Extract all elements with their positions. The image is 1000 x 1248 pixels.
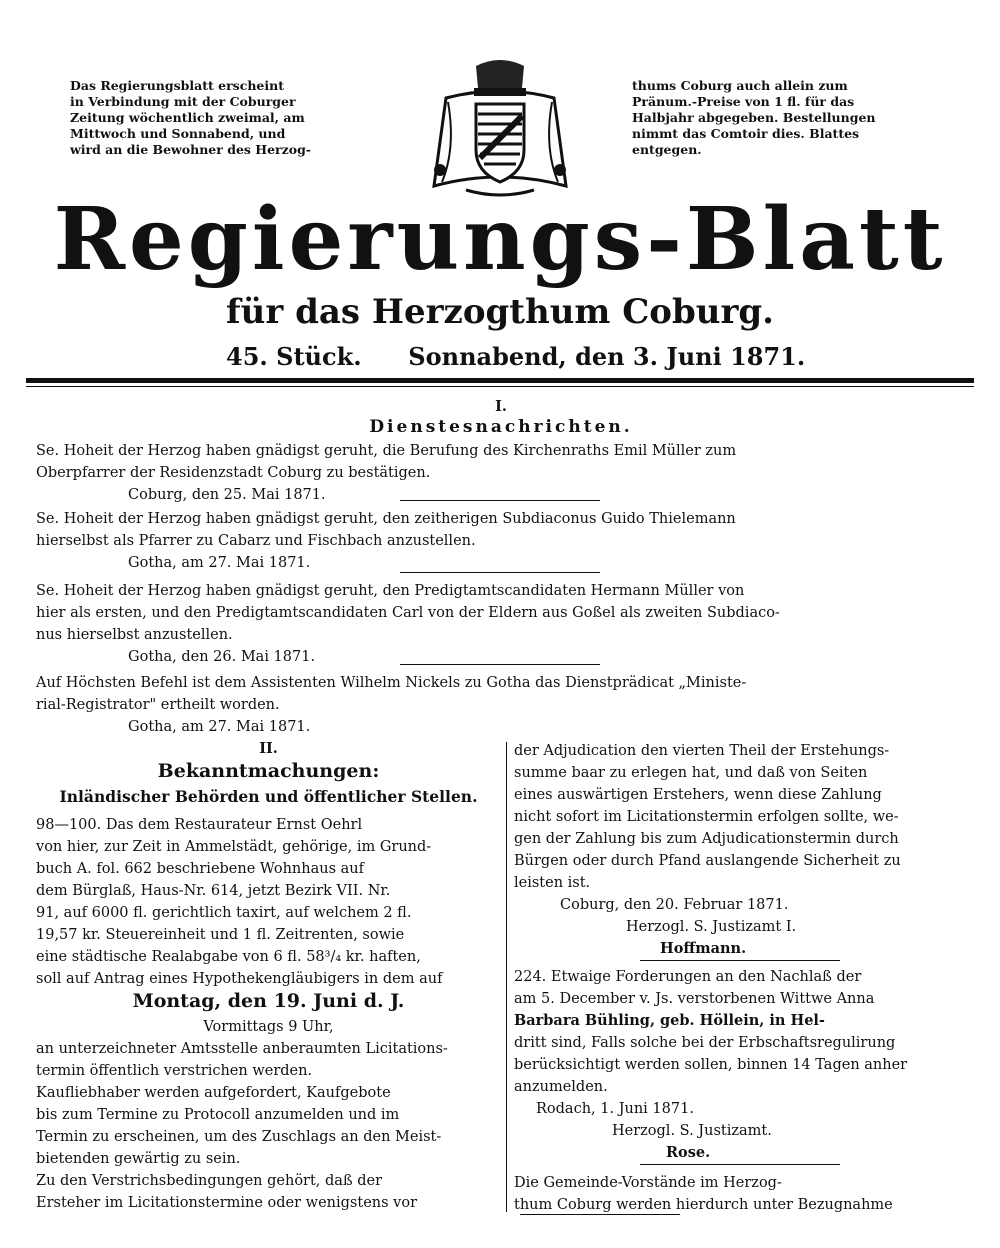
- notice-line: rial-Registrator" ertheilt worden.: [36, 697, 280, 713]
- notice-line: hier als ersten, und den Predigtamtscandidaten Carl von der Eldern aus Goßel als zweiten Subdiaco-: [36, 605, 780, 621]
- section-numeral: I.: [495, 398, 507, 415]
- auction-time: Vormittags 9 Uhr,: [203, 1019, 334, 1035]
- subscription-notice-left: [70, 78, 342, 158]
- notice-line: termin öffentlich verstrichen werden.: [36, 1063, 313, 1079]
- notice-line: berücksichtigt werden sollen, binnen 14 Tagen anher: [514, 1057, 908, 1073]
- notice-signer: Rose.: [666, 1144, 711, 1161]
- notice-line: Die Gemeinde-Vorstände im Herzog-: [514, 1175, 782, 1191]
- notice-line: bis zum Termine zu Protocoll anzumelden und im: [36, 1107, 400, 1123]
- notice-line: dritt sind, Falls solche bei der Erbschaftsregulirung: [514, 1035, 896, 1051]
- notice-line: entgegen.: [632, 142, 702, 157]
- notice-date: Coburg, den 25. Mai 1871.: [128, 487, 326, 503]
- section-heading: Dienstesnachrichten.: [369, 417, 633, 437]
- notice-line: Bürgen oder durch Pfand auslangende Sicherheit zu: [514, 853, 901, 869]
- auction-day: Montag, den 19. Juni d. J.: [132, 990, 405, 1012]
- notice-separator: [400, 572, 600, 573]
- notice-line: 98—100. Das dem Restaurateur Ernst Oehrl: [36, 817, 363, 833]
- notice-line: leisten ist.: [514, 875, 591, 891]
- notice-line: Se. Hoheit der Herzog haben gnädigst geruht, den zeitherigen Subdiaconus Guido Thielemann: [36, 511, 736, 527]
- notice-line: 19,57 kr. Steuereinheit und 1 fl. Zeitrenten, sowie: [36, 927, 405, 943]
- notice-line: eines auswärtigen Erstehers, wenn diese Zahlung: [514, 787, 882, 803]
- notice-line: anzumelden.: [514, 1079, 608, 1095]
- column-divider: [506, 742, 507, 1212]
- notice-line: der Adjudication den vierten Theil der Erstehungs-: [514, 743, 890, 759]
- notice-line: Oberpfarrer der Residenzstadt Coburg zu bestätigen.: [36, 465, 431, 481]
- notice-line: an unterzeichneter Amtsstelle anberaumten Licitations-: [36, 1041, 448, 1057]
- notice-line: thums Coburg auch allein zum: [632, 78, 848, 93]
- masthead-title: Regierungs-Blatt: [53, 189, 947, 290]
- notice-line: Pränum.-Preise von 1 fl. für das: [632, 94, 855, 109]
- notice-line: nicht sofort im Licitationstermin erfolgen sollte, we-: [514, 809, 899, 825]
- issue-number: 45. Stück.: [226, 342, 362, 371]
- notice-line: summe baar zu erlegen hat, und daß von Seiten: [514, 765, 868, 781]
- notice-line: hierselbst als Pfarrer zu Cabarz und Fischbach anzustellen.: [36, 533, 476, 549]
- notice-line: Barbara Bühling, geb. Höllein, in Hel-: [514, 1012, 825, 1029]
- notice-line: eine städtische Realabgabe von 6 fl. 58³/₄ kr. haften,: [36, 949, 421, 965]
- notice-line: 224. Etwaige Forderungen an den Nachlaß der: [514, 969, 862, 985]
- notice-date: Gotha, am 27. Mai 1871.: [128, 719, 311, 735]
- notice-separator: [640, 1164, 840, 1165]
- notice-office: Herzogl. S. Justizamt I.: [626, 919, 797, 935]
- notice-line: thum Coburg werden hierdurch unter Bezugnahme: [514, 1197, 893, 1213]
- bottom-rule: [520, 1214, 680, 1215]
- notice-line: am 5. December v. Js. verstorbenen Wittwe Anna: [514, 991, 875, 1007]
- issue-date: Sonnabend, den 3. Juni 1871.: [408, 342, 806, 371]
- notice-line: Termin zu erscheinen, um des Zuschlags an den Meist-: [36, 1129, 442, 1145]
- notice-line: Se. Hoheit der Herzog haben gnädigst geruht, die Berufung des Kirchenraths Emil Müller zum: [36, 443, 737, 459]
- notice-date: Rodach, 1. Juni 1871.: [536, 1101, 694, 1117]
- notice-separator: [400, 500, 600, 501]
- subscription-notice-right: [632, 78, 932, 158]
- notice-line: Mittwoch und Sonnabend, und: [70, 126, 286, 141]
- notice-line: wird an die Bewohner des Herzog-: [70, 142, 311, 157]
- issue-line: [226, 342, 806, 372]
- notice-line: Zu den Verstrichsbedingungen gehört, daß der: [36, 1173, 383, 1189]
- notice-line: bietenden gewärtig zu sein.: [36, 1151, 241, 1167]
- notice-line: Ersteher im Licitationstermine oder wenigstens vor: [36, 1195, 418, 1211]
- ducal-coat-of-arms-icon: [426, 58, 574, 200]
- notice-office: Herzogl. S. Justizamt.: [612, 1123, 772, 1139]
- notice-line: soll auf Antrag eines Hypothekengläubigers in dem auf: [36, 971, 443, 987]
- notice-line: 91, auf 6000 fl. gerichtlich taxirt, auf welchem 2 fl.: [36, 905, 412, 921]
- masthead-rule-thin: [26, 386, 974, 387]
- section-subheading: Inländischer Behörden und öffentlicher Stellen.: [59, 787, 478, 806]
- notice-line: Das Regierungsblatt erscheint: [70, 78, 284, 93]
- notice-line: buch A. fol. 662 beschriebene Wohnhaus auf: [36, 861, 364, 877]
- notice-signer: Hoffmann.: [660, 940, 747, 957]
- section-numeral: II.: [259, 740, 278, 757]
- notice-line: Se. Hoheit der Herzog haben gnädigst geruht, den Predigtamtscandidaten Hermann Müller von: [36, 583, 745, 599]
- notice-line: dem Bürglaß, Haus-Nr. 614, jetzt Bezirk VII. Nr.: [36, 883, 391, 899]
- notice-line: nus hierselbst anzustellen.: [36, 627, 233, 643]
- notice-line: Auf Höchsten Befehl ist dem Assistenten Wilhelm Nickels zu Gotha das Dienstprädicat „Ministe-: [36, 675, 747, 691]
- notice-line: von hier, zur Zeit in Ammelstädt, gehörige, im Grund-: [36, 839, 432, 855]
- section-heading: Bekanntmachungen:: [157, 760, 380, 782]
- notice-separator: [640, 960, 840, 961]
- notice-line: gen der Zahlung bis zum Adjudicationstermin durch: [514, 831, 899, 847]
- notice-date: Gotha, den 26. Mai 1871.: [128, 649, 316, 665]
- notice-date: Gotha, am 27. Mai 1871.: [128, 555, 311, 571]
- masthead-rule: [26, 378, 974, 383]
- notice-line: Halbjahr abgegeben. Bestellungen: [632, 110, 876, 125]
- notice-line: nimmt das Comtoir dies. Blattes: [632, 126, 860, 141]
- masthead-subtitle: für das Herzogthum Coburg.: [225, 292, 775, 332]
- notice-date: Coburg, den 20. Februar 1871.: [560, 897, 789, 913]
- notice-line: Zeitung wöchentlich zweimal, am: [70, 110, 305, 125]
- notice-line: Kaufliebhaber werden aufgefordert, Kaufgebote: [36, 1085, 391, 1101]
- notice-separator: [400, 664, 600, 665]
- notice-line: in Verbindung mit der Coburger: [70, 94, 296, 109]
